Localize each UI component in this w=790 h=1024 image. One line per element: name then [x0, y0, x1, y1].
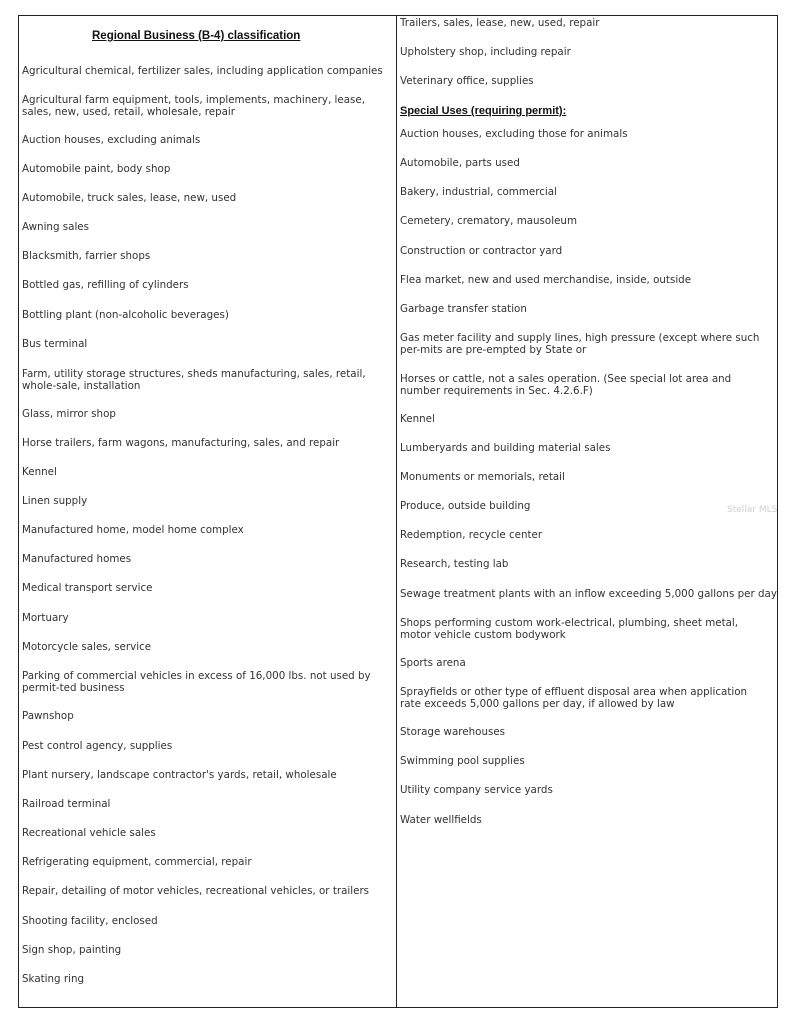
list-item: Glass, mirror shop	[22, 408, 116, 420]
list-item: Produce, outside building	[400, 500, 531, 512]
list-item: Manufactured homes	[22, 553, 132, 565]
list-item: Railroad terminal	[22, 798, 111, 810]
list-item: Shops performing custom work-electrical, plumbing, sheet metal, motor vehicle custom bodywork	[400, 617, 739, 641]
list-item: Awning sales	[22, 221, 90, 233]
list-item: Cemetery, crematory, mausoleum	[400, 215, 577, 227]
list-item: Automobile, truck sales, lease, new, used	[22, 192, 237, 204]
list-item: Horses or cattle, not a sales operation. (See special lot area and number requirements in Sec. 4.2.6.F)	[400, 373, 732, 397]
special-uses-heading: Special Uses (requiring permit):	[400, 105, 567, 117]
list-item: Pawnshop	[22, 710, 74, 722]
list-item: Bottling plant (non-alcoholic beverages)	[22, 309, 229, 321]
list-item: Plant nursery, landscape contractor's yards, retail, wholesale	[22, 769, 337, 781]
list-item: Sign shop, painting	[22, 944, 122, 956]
list-item: Garbage transfer station	[400, 303, 527, 315]
list-item: Flea market, new and used merchandise, inside, outside	[400, 274, 692, 286]
list-item: Manufactured home, model home complex	[22, 524, 244, 536]
list-item: Agricultural farm equipment, tools, implements, machinery, lease, sales, new, used, retail, wholesale, repair	[22, 94, 365, 118]
list-item: Monuments or memorials, retail	[400, 471, 565, 483]
list-item: Skating ring	[22, 973, 85, 985]
list-item: Sprayfields or other type of effluent disposal area when application rate exceeds 5,000 gallons per day, if allowed by law	[400, 686, 748, 710]
list-item: Motorcycle sales, service	[22, 641, 152, 653]
list-item: Sports arena	[400, 657, 466, 669]
list-item: Veterinary office, supplies	[400, 75, 534, 87]
list-item: Bus terminal	[22, 338, 88, 350]
list-item: Bakery, industrial, commercial	[400, 186, 557, 198]
list-item: Gas meter facility and supply lines, high pressure (except where such per-mits are pre-empted by State or	[400, 332, 760, 356]
list-item: Utility company service yards	[400, 784, 553, 796]
list-item: Mortuary	[22, 612, 69, 624]
list-item: Farm, utility storage structures, sheds manufacturing, sales, retail, whole-sale, installation	[22, 368, 366, 392]
list-item: Lumberyards and building material sales	[400, 442, 611, 454]
watermark: Stellar MLS	[727, 505, 778, 515]
column-divider	[396, 15, 397, 1008]
table-title: Regional Business (B-4) classification	[92, 30, 301, 42]
list-item: Trailers, sales, lease, new, used, repair	[400, 17, 600, 29]
list-item: Kennel	[400, 413, 435, 425]
list-item: Parking of commercial vehicles in excess of 16,000 lbs. not used by permit-ted business	[22, 670, 371, 694]
list-item: Research, testing lab	[400, 558, 509, 570]
list-item: Sewage treatment plants with an inflow exceeding 5,000 gallons per day	[400, 588, 777, 600]
list-item: Horse trailers, farm wagons, manufacturing, sales, and repair	[22, 437, 340, 449]
list-item: Automobile, parts used	[400, 157, 520, 169]
list-item: Storage warehouses	[400, 726, 506, 738]
list-item: Blacksmith, farrier shops	[22, 250, 151, 262]
list-item: Recreational vehicle sales	[22, 827, 156, 839]
list-item: Refrigerating equipment, commercial, repair	[22, 856, 252, 868]
list-item: Shooting facility, enclosed	[22, 915, 158, 927]
list-item: Medical transport service	[22, 582, 153, 594]
list-item: Water wellfields	[400, 814, 482, 826]
list-item: Auction houses, excluding animals	[22, 134, 201, 146]
list-item: Linen supply	[22, 495, 88, 507]
list-item: Kennel	[22, 466, 57, 478]
list-item: Construction or contractor yard	[400, 245, 563, 257]
list-item: Bottled gas, refilling of cylinders	[22, 279, 189, 291]
list-item: Redemption, recycle center	[400, 529, 543, 541]
list-item: Upholstery shop, including repair	[400, 46, 571, 58]
list-item: Swimming pool supplies	[400, 755, 525, 767]
list-item: Agricultural chemical, fertilizer sales, including application companies	[22, 65, 383, 77]
list-item: Automobile paint, body shop	[22, 163, 171, 175]
list-item: Pest control agency, supplies	[22, 740, 173, 752]
list-item: Auction houses, excluding those for animals	[400, 128, 628, 140]
list-item: Repair, detailing of motor vehicles, recreational vehicles, or trailers	[22, 885, 370, 897]
